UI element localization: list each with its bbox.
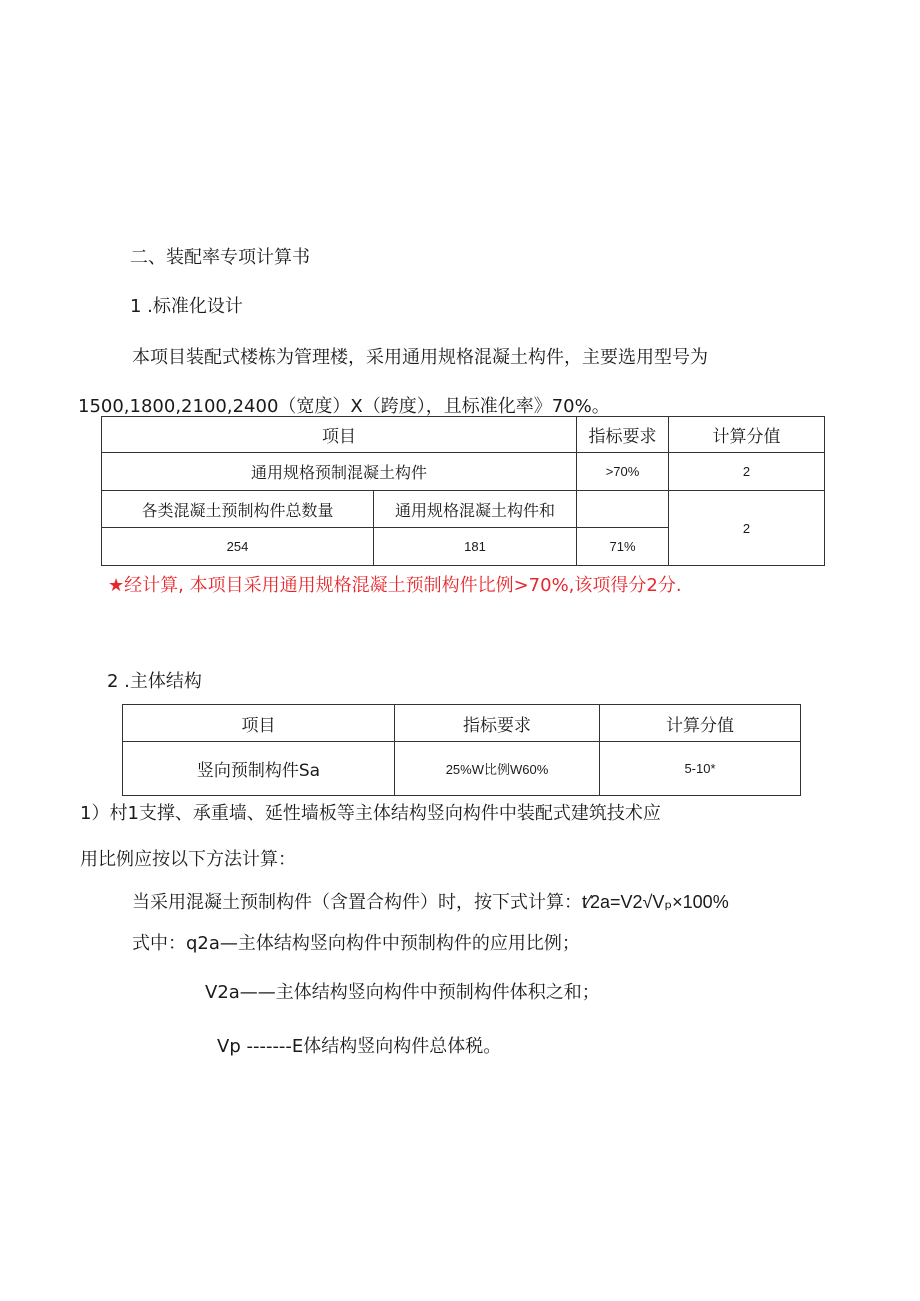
row1-score: 2: [669, 453, 825, 491]
part1-paragraph-line2: 1500,1800,2100,2400（宽度）X（跨度），且标准化率》70%。: [78, 396, 610, 417]
part2-heading: 2 .主体结构: [107, 671, 202, 692]
row3-ratio: 71%: [577, 528, 669, 566]
vertical-score: 5-10*: [600, 742, 801, 796]
vertical-requirement: 25%W比例W60%: [395, 742, 600, 796]
header-item: 项目: [102, 417, 577, 453]
row2-requirement: [577, 491, 669, 528]
definition-v2a: V2a——主体结构竖向构件中预制构件体积之和；: [205, 982, 600, 1003]
header-item: 项目: [123, 705, 395, 742]
formula-line: [132, 888, 729, 914]
formula-intro: 当采用混凝土预制构件（含置合构件）时，按下式计算：: [132, 892, 582, 913]
vertical-item: 竖向预制构件Sa: [123, 742, 395, 796]
main-structure-table: [122, 704, 801, 796]
header-score: 计算分值: [669, 417, 825, 453]
row2-label-b: 通用规格混凝土构件和: [374, 491, 577, 528]
header-requirement: 指标要求: [395, 705, 600, 742]
table-row: [102, 453, 825, 491]
row3-value-b: 181: [374, 528, 577, 566]
section-title: 二、装配率专项计算书: [130, 247, 310, 268]
part2-paragraph-line1: 1）村1支撑、承重墙、延性墙板等主体结构竖向构件中装配式建筑技术应: [80, 803, 661, 824]
formula: t⁄2a=V2√Vₚ×100%: [582, 892, 729, 912]
definition-vp: Vp -------E体结构竖向构件总体税。: [217, 1036, 502, 1057]
table-row: [123, 742, 801, 796]
table-header-row: [102, 417, 825, 453]
row2-score: 2: [669, 491, 825, 566]
table-row: [102, 491, 825, 528]
row3-value-a: 254: [102, 528, 374, 566]
part2-paragraph-line2: 用比例应按以下方法计算：: [80, 849, 296, 870]
row2-label-a: 各类混凝土预制构件总数量: [102, 491, 374, 528]
header-requirement: 指标要求: [577, 417, 669, 453]
part1-paragraph-line1: 本项目装配式楼栋为管理楼，采用通用规格混凝土构件，主要选用型号为: [132, 347, 708, 368]
definition-q2a: 式中：q2a—主体结构竖向构件中预制构件的应用比例；: [132, 933, 580, 954]
row1-requirement: >70%: [577, 453, 669, 491]
row1-item: 通用规格预制混凝土构件: [102, 453, 577, 491]
part1-heading: 1 .标准化设计: [130, 296, 243, 317]
result-note: ★经计算, 本项目采用通用规格混凝土预制构件比例>70%,该项得分2分.: [108, 575, 682, 596]
table-header-row: [123, 705, 801, 742]
standardization-table: [101, 416, 825, 566]
header-score: 计算分值: [600, 705, 801, 742]
